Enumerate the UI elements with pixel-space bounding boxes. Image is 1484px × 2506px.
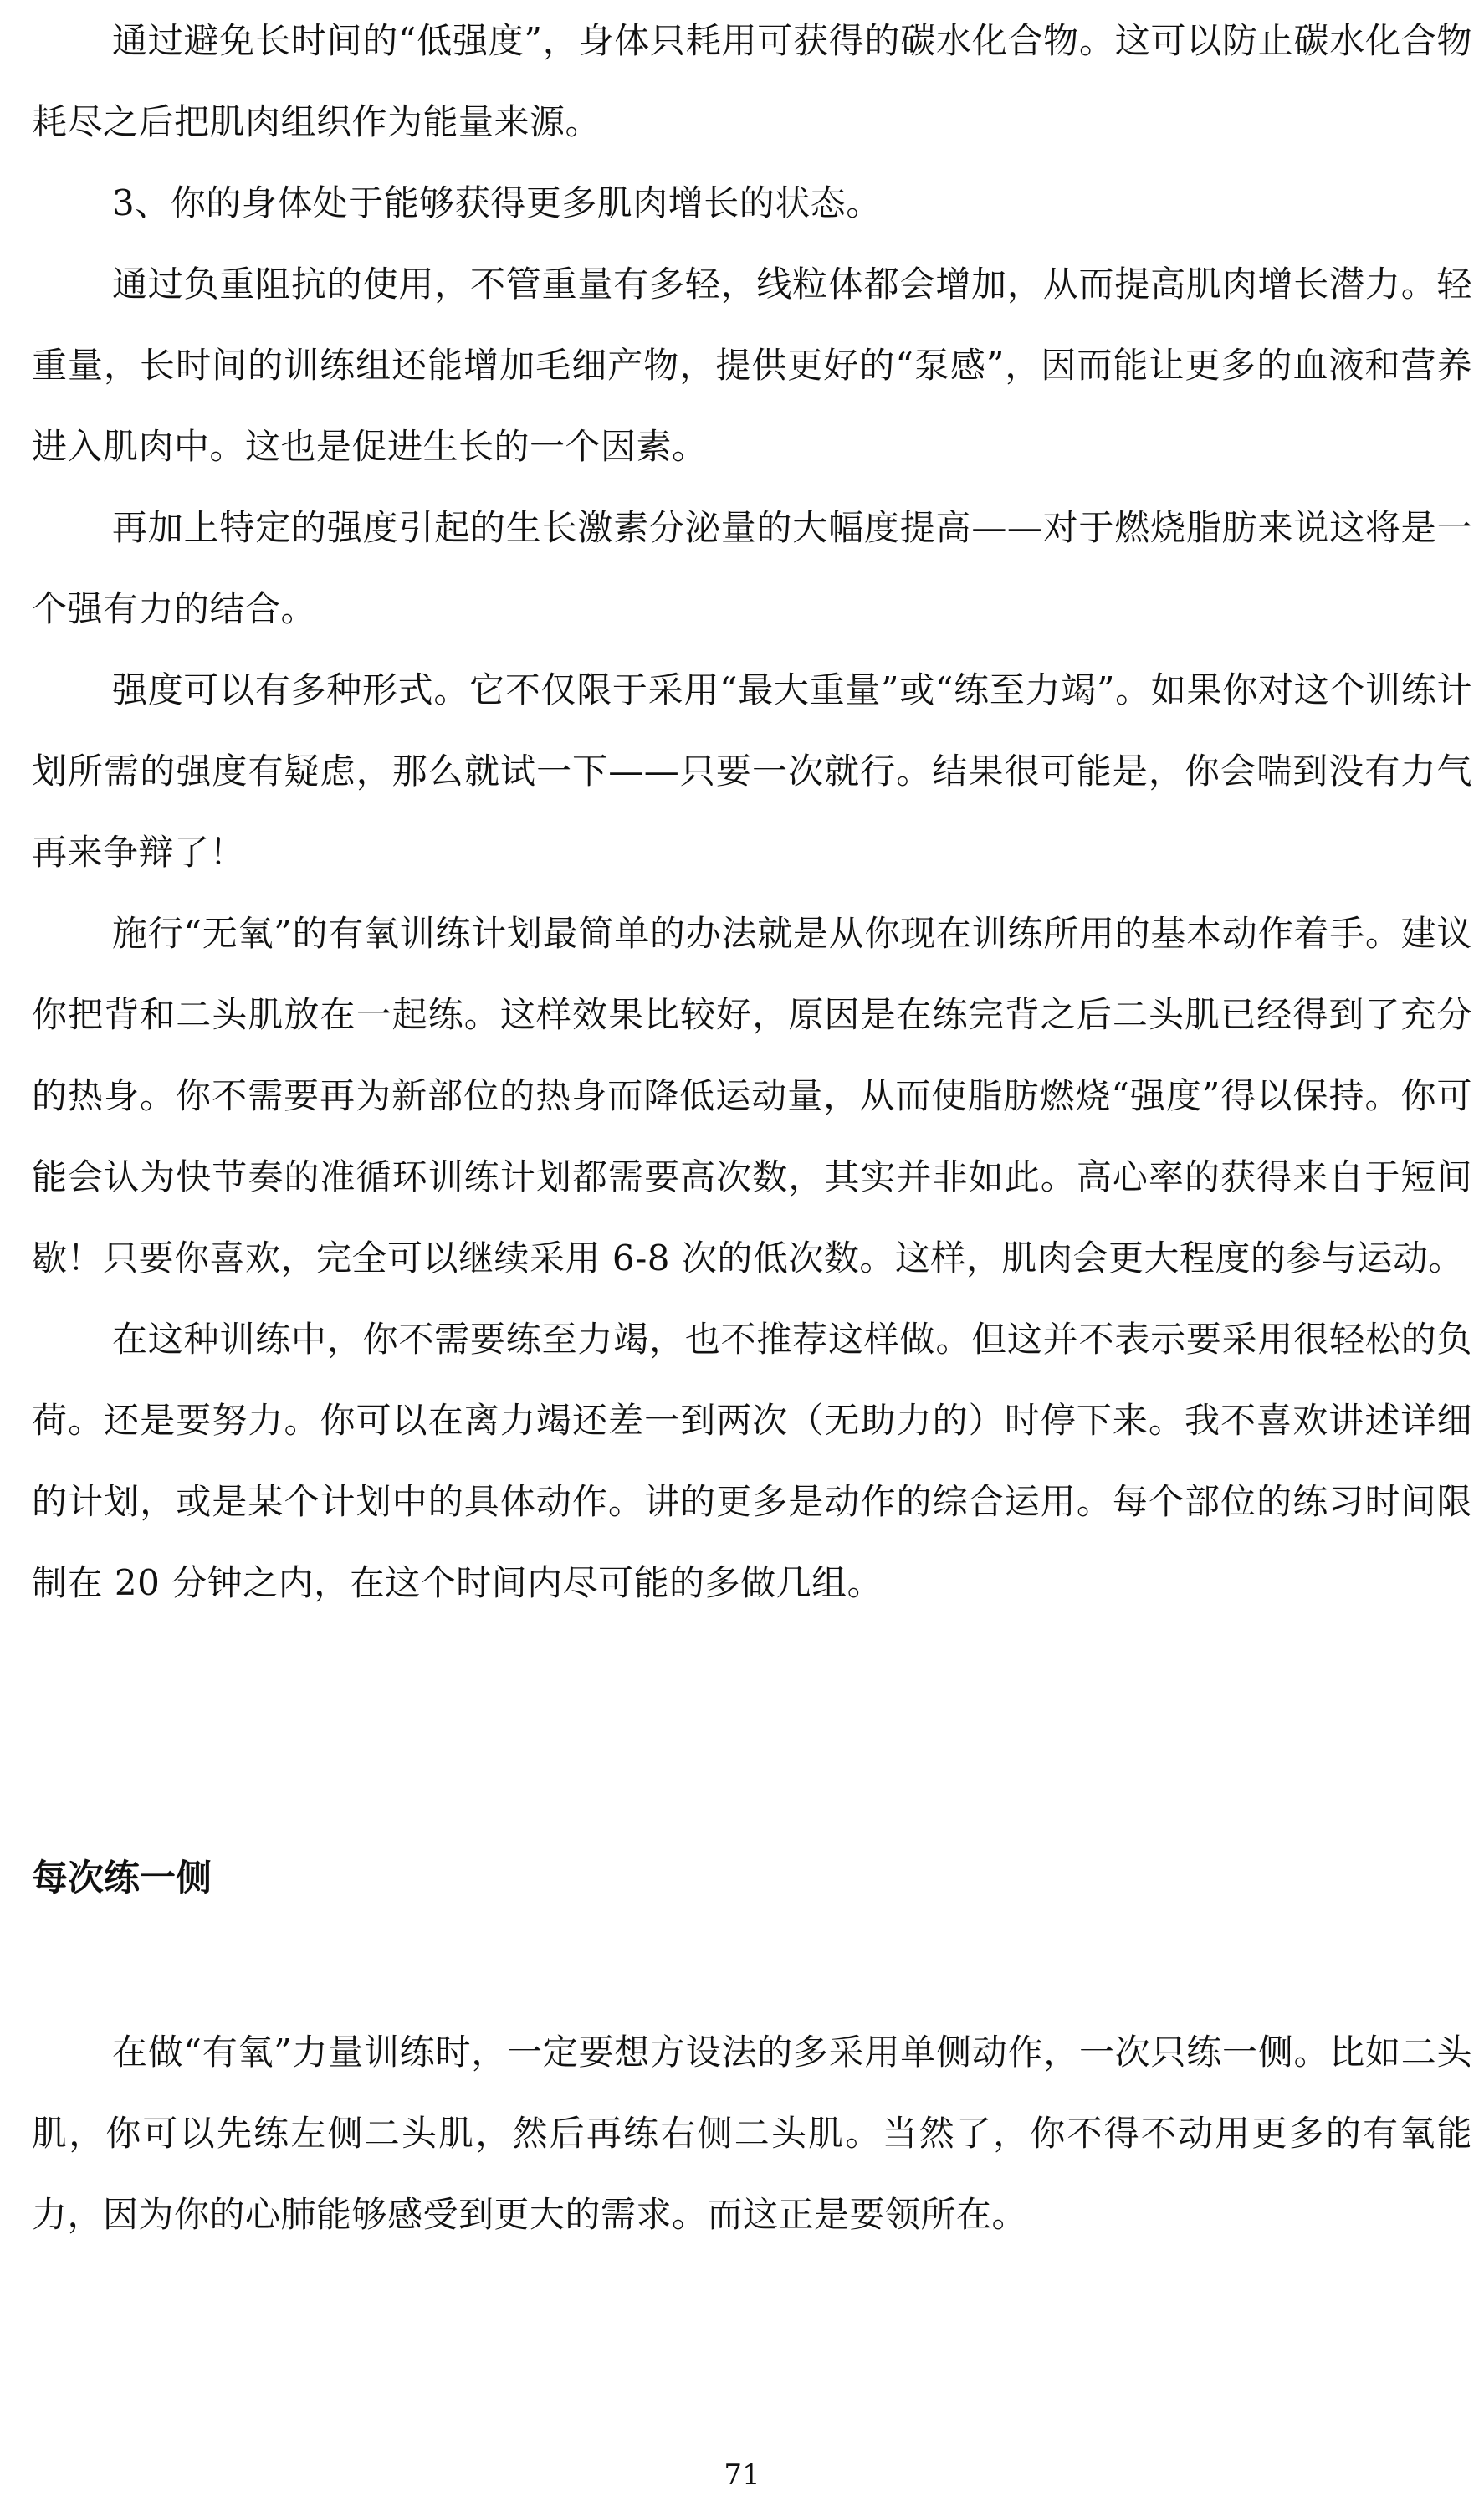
paragraph: 施行“无氧”的有氧训练计划最简单的办法就是从你现在训练所用的基本动作着手。建议你把背和二头肌放在一起练。这样效果比较好，原因是在练完背之后二头肌已经得到了充分的热身。你不需要再为新部位的热身而降低运动量，从而使脂肪燃烧“强度”得以保持。你可能会认为快节奏的准循环训练计划都需要高次数，其实并非如此。高心率的获得来自于短间歇！只要你喜欢，完全可以继续采用 6-8 次的低次数。这样，肌肉会更大程度的参与运动。 bbox=[32, 913, 1472, 1279]
paragraph: 在做“有氧”力量训练时，一定要想方设法的多采用单侧动作，一次只练一侧。比如二头肌，你可以先练左侧二头肌，然后再练右侧二头肌。当然了，你不得不动用更多的有氧能力，因为你的心肺能够感受到更大的需求。而这正是要领所在。 bbox=[32, 2032, 1472, 2235]
paragraph: 在这种训练中，你不需要练至力竭，也不推荐这样做。但这并不表示要采用很轻松的负荷。还是要努力。你可以在离力竭还差一到两次（无助力的）时停下来。我不喜欢讲述详细的计划，或是某个计划中的具体动作。讲的更多是动作的综合运用。每个部位的练习时间限制在 20 分钟之内，在这个时间内尽可能的多做几组。 bbox=[32, 1319, 1472, 1603]
paragraph: 通过避免长时间的“低强度”，身体只耗用可获得的碳水化合物。这可以防止碳水化合物耗尽之后把肌肉组织作为能量来源。 bbox=[32, 20, 1472, 142]
section-heading: 每次练一侧 bbox=[32, 1858, 212, 1899]
page-number: 71 bbox=[724, 2458, 760, 2492]
paragraph: 再加上特定的强度引起的生长激素分泌量的大幅度提高——对于燃烧脂肪来说这将是一个强有力的结合。 bbox=[32, 507, 1472, 629]
paragraph: 通过负重阻抗的使用，不管重量有多轻，线粒体都会增加，从而提高肌肉增长潜力。轻重量，长时间的训练组还能增加毛细产物，提供更好的“泵感”，因而能让更多的血液和营养进入肌肉中。这也是促进生长的一个因素。 bbox=[32, 264, 1472, 467]
body-text-section-1 bbox=[32, 0, 1472, 1623]
body-text-section-2 bbox=[32, 2011, 1472, 2255]
paragraph: 强度可以有多种形式。它不仅限于采用“最大重量”或“练至力竭”。如果你对这个训练计划所需的强度有疑虑，那么就试一下——只要一次就行。结果很可能是，你会喘到没有力气再来争辩了！ bbox=[32, 669, 1472, 873]
paragraph: 3、你的身体处于能够获得更多肌肉增长的状态。 bbox=[112, 182, 882, 223]
